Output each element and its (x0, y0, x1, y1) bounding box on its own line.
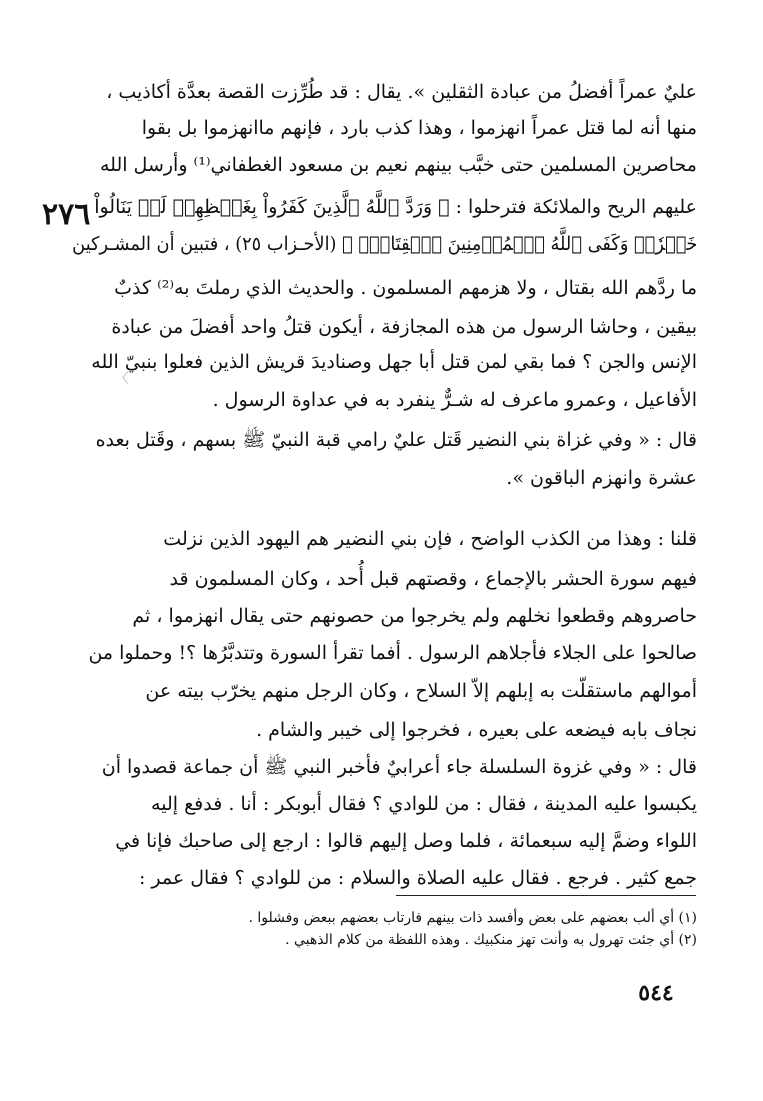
text-line: نجاف بابه فيضعه على بعيره ، فخرجوا إلى خيبر والشام . (256, 719, 697, 741)
text-line: قلنا : وهذا من الكذب الواضح ، فإن بني النضير هم اليهود الذين نزلت (163, 528, 697, 550)
text-line: عليٌ عمراً أفضلُ من عبادة الثقلين ». يقال : قد طُرِّزت القصة بعدَّة أكاذيب ، (106, 81, 697, 103)
footnote: (١) أي ألب بعضهم على بعض وأفسد ذات بينهم فارتاب بعضهم ببعض وفشلوا . (248, 910, 697, 926)
text-line: يكبسوا عليه المدينة ، فقال : من للوادي ؟ فقال أبوبكر : أنا . فدفع إليه (151, 793, 697, 815)
text-line: منها أنه لما قتل عمراً انهزموا ، وهذا كذب بارد ، فإنهم ماانهزموا بل بقوا (141, 117, 697, 139)
text-line: قال : « وفي غزوة السلسلة جاء أعرابيٌ فأخبر النبي ﷺ أن جماعة قصدوا أن (101, 756, 697, 778)
text-line: الأفاعيل ، وعمرو ماعرف له شـرٌّ ينفرد به في عداوة الرسول . (212, 389, 697, 411)
text-line: قال : « وفي غزاة بني النضير قَتل عليٌ رامي قبة النبيّ ﷺ بسهم ، وقَتل بعده (95, 429, 697, 451)
text-line: صالحوا على الجلاء فأجلاهم الرسول . أفما تقرأ السورة وتتدبَّرُها ؟! وحملوا من (88, 642, 697, 664)
text-line: بيقين ، وحاشا الرسول من هذه المجازفة ، أيكون قتلُ واحد أفضلَ من عبادة (111, 316, 697, 338)
footnote: (٢) أي جئت تهرول به وأنت تهز منكبيك . وهذه اللفظة من كلام الذهبي . (285, 932, 697, 948)
text-line: خَيۡرٗاۚ وَكَفَى ٱللَّهُ ٱلۡمُؤۡمِنِينَ ٱلۡقِتَالَۚ ﴾ (الأحـزاب ٢٥) ، فتبين أن المشـركين (71, 233, 697, 255)
text-line: ما ردَّهم الله بقتال ، ولا هزمهم المسلمون . والحديث الذي رملتَ به⁽²⁾ كذبٌ (114, 277, 697, 299)
text-line: اللواء وضمَّ إليه سبعمائة ، فلما وصل إليهم قالوا : ارجع إلى صاحبك فإنا في (115, 830, 697, 852)
text-line: عشرة وانهزم الباقون ». (506, 467, 697, 489)
text-line: الإنس والجن ؟ فما بقي لمن قتل أبا جهل وصناديدَ قريش الذين فعلوا بنبيّ الله (91, 351, 697, 373)
text-line: جمع كثير . فرجع . فقال عليه الصلاة والسلام : من للوادي ؟ فقال عمر : (138, 867, 697, 889)
page-number: ٥٤٤ (638, 980, 674, 1006)
text-line: أموالهم ماستقلّت به إبلهم إلاّ السلاح ، وكان الرجل منهم يخرّب بيته عن (145, 680, 697, 702)
text-line: فيهم سورة الحشر بالإجماع ، وقصتهم قبل أُحد ، وكان المسلمون قد (169, 568, 697, 590)
text-line: حاصروهم وقطعوا نخلهم ولم يخرجوا من حصونهم حتى يقال انهزموا ، ثم (132, 605, 697, 627)
text-line: عليهم الريح والملائكة فترحلوا : ﴿ وَرَدَّ ٱللَّهُ ٱلَّذِينَ كَفَرُواْ بِغَيۡظِهِمۡ لَمۡ يَنَالُواْ (94, 196, 697, 218)
margin-mark: 〈 (115, 371, 129, 387)
text-line: محاصرين المسلمين حتى خبَّب بينهم نعيم بن مسعود الغطفاني⁽¹⁾ وأرسل الله (99, 154, 697, 176)
margin-ayah-number: ٢٧٦ (42, 197, 91, 232)
footnote-divider (396, 895, 696, 896)
